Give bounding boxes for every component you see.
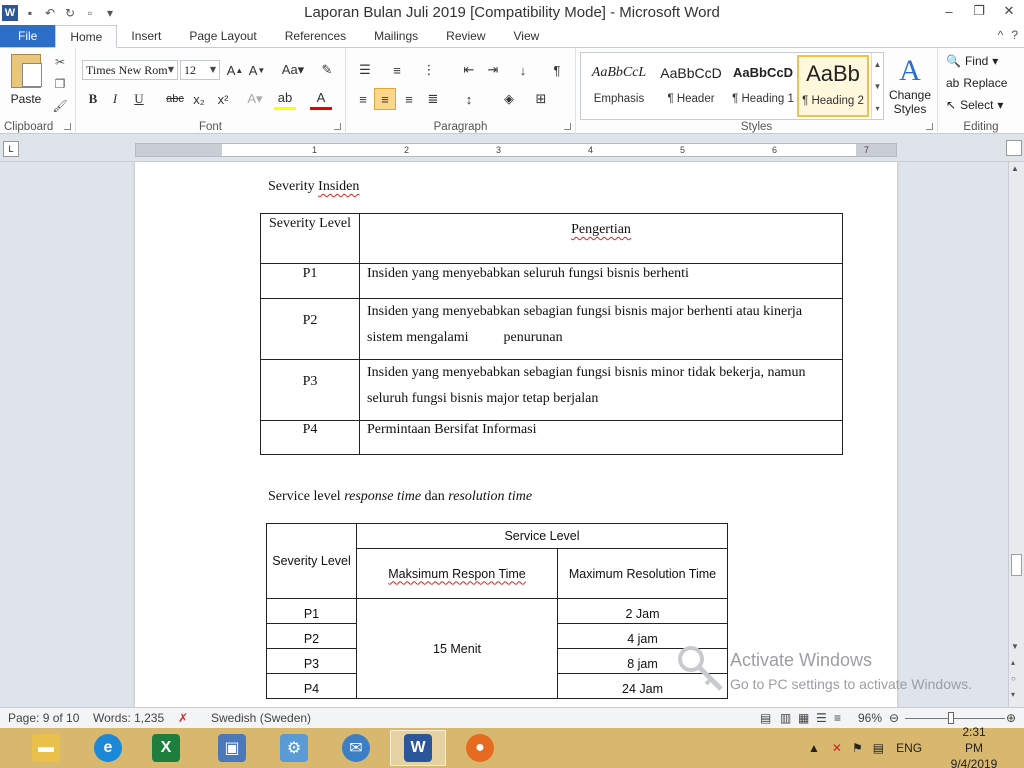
line-spacing-icon[interactable]: ↕ — [465, 91, 473, 107]
mail-icon: ✉ — [342, 734, 370, 762]
font-launcher-icon[interactable] — [334, 123, 341, 130]
desc-cell — [360, 299, 843, 360]
decrease-indent-icon[interactable]: ⇤ — [463, 62, 475, 77]
level-cell: P3 — [261, 360, 360, 421]
zoom-level[interactable]: 96% — [858, 711, 883, 725]
ruler-number: 1 — [312, 145, 318, 155]
ruler-number: 7 — [864, 145, 870, 155]
heading-service-level — [268, 489, 532, 505]
font-size-combo[interactable]: 12 ▼ — [180, 60, 220, 80]
table-row — [261, 264, 843, 299]
clock[interactable] — [950, 725, 998, 768]
network-icon[interactable]: ✕ — [831, 741, 842, 755]
tab-selector-icon[interactable]: L — [3, 141, 19, 157]
find-label: Find — [964, 54, 989, 68]
paste-label: Paste — [10, 92, 42, 106]
ruler-number: 3 — [496, 145, 502, 155]
restore-icon[interactable]: ❐ — [973, 3, 985, 18]
clear-formatting-icon[interactable]: ✎ — [321, 62, 333, 77]
font-label: Font — [198, 121, 222, 133]
internet-explorer-button[interactable] — [80, 730, 136, 766]
style-emphasis[interactable] — [583, 55, 655, 117]
input-language[interactable]: ENG — [896, 741, 923, 755]
show-formatting-icon[interactable]: ¶ — [553, 62, 561, 78]
print-layout-icon[interactable]: ▤ — [760, 711, 772, 725]
level-cell: P2 — [261, 299, 360, 360]
ribbon-tabs — [0, 25, 1024, 48]
clock-time: 2:31 PM — [962, 725, 986, 755]
excel-button[interactable] — [138, 730, 194, 766]
style-sample: AaBbCcD — [660, 65, 722, 81]
page-count[interactable]: Page: 9 of 10 — [8, 711, 80, 725]
word-logo-icon: W — [2, 5, 18, 21]
heading-text: Service level — [268, 489, 345, 504]
file-explorer-button[interactable] — [18, 730, 74, 766]
increase-indent-icon[interactable]: ⇥ — [487, 62, 499, 77]
help-icon[interactable]: ? — [1011, 28, 1018, 42]
new-document-icon[interactable]: ▫ — [87, 5, 93, 20]
underline-button[interactable]: U — [134, 91, 144, 106]
response-value-cell — [357, 599, 558, 699]
heading-text: response time — [344, 489, 422, 504]
replace-button[interactable] — [946, 76, 1007, 90]
close-icon[interactable]: ✕ — [1003, 3, 1015, 18]
control-panel-button[interactable] — [266, 730, 322, 766]
paste-button[interactable] — [6, 52, 46, 112]
table-row — [267, 599, 728, 624]
copy-icon[interactable]: ❐ — [54, 77, 66, 91]
find-icon: 🔍 — [946, 54, 961, 68]
tab-mailings[interactable]: Mailings — [374, 29, 419, 43]
service-level-header: Service Level — [357, 524, 728, 549]
font-color-icon[interactable]: A — [310, 88, 332, 110]
tray-icons — [808, 728, 940, 768]
minimize-ribbon-icon[interactable]: ^ — [997, 28, 1004, 42]
excel-icon: X — [152, 734, 180, 762]
table-header-cell: Severity Level — [261, 214, 360, 264]
save-icon[interactable]: ▪ — [27, 5, 33, 20]
document-page[interactable] — [135, 162, 897, 707]
tab-file[interactable]: File — [0, 25, 55, 47]
status-bar — [0, 707, 1024, 728]
select-label: Select — [960, 98, 994, 112]
title-bar — [0, 0, 1024, 25]
grow-font-icon[interactable]: A ▲ — [226, 62, 244, 78]
control-panel-icon: ⚙ — [280, 734, 308, 762]
watermark-title: Activate Windows — [730, 650, 873, 670]
editing-label: Editing — [963, 121, 999, 133]
level-cell: P4 — [267, 674, 357, 699]
language[interactable]: Swedish (Sweden) — [211, 711, 312, 725]
customize-qat-icon[interactable]: ▾ — [106, 5, 114, 20]
scroll-thumb[interactable] — [1011, 554, 1022, 576]
text-effects-icon[interactable]: A▾ — [247, 91, 263, 106]
tab-review[interactable]: Review — [446, 29, 486, 43]
level-cell: P3 — [267, 649, 357, 674]
tab-insert[interactable]: Insert — [131, 29, 162, 43]
clock-date: 9/4/2019 — [950, 757, 998, 768]
styles-scroll[interactable]: ▲ ▼ ▾ — [871, 53, 883, 119]
justify-icon[interactable]: ≣ — [427, 91, 439, 106]
resolution-cell: 8 jam — [558, 649, 728, 674]
numbering-icon[interactable]: ≡ — [393, 62, 401, 78]
severity-table — [260, 213, 843, 455]
redo-icon[interactable]: ↻ — [64, 5, 76, 20]
superscript-icon[interactable]: x² — [217, 91, 229, 107]
horizontal-ruler[interactable] — [135, 143, 897, 157]
quick-access-toolbar — [0, 0, 118, 25]
previous-page-icon[interactable]: ▴ — [1011, 658, 1016, 667]
level-cell: P1 — [267, 599, 357, 624]
ruler-number: 5 — [680, 145, 686, 155]
internet-explorer-icon: e — [94, 734, 122, 762]
tab-home[interactable]: Home — [55, 25, 117, 48]
table-row — [261, 299, 843, 360]
format-painter-icon[interactable]: 🖌 — [52, 99, 68, 113]
replace-icon: ab — [946, 76, 960, 90]
computer-button[interactable] — [204, 730, 260, 766]
full-screen-icon[interactable]: ▥ — [780, 711, 792, 725]
word-count[interactable]: Words: 1,235 — [93, 711, 165, 725]
font-size-value: 12 — [184, 63, 196, 77]
clipboard-icon — [11, 54, 41, 88]
change-case-icon[interactable]: Aa▾ — [281, 62, 305, 77]
watermark-subtitle: Go to PC settings to activate Windows. — [730, 676, 972, 692]
desc-text: Insiden yang menyebabkan sebagian fungsi bisnis major berhenti atau kinerja sistem mengalami — [367, 304, 803, 345]
firefox-button[interactable] — [452, 730, 508, 766]
resolution-cell: 24 Jam — [558, 674, 728, 699]
table-row — [261, 214, 843, 264]
subscript-icon[interactable]: x₂ — [193, 91, 205, 107]
response-value: 15 Menit — [433, 641, 481, 656]
change-styles-icon: A — [899, 54, 921, 87]
ruler-left-margin — [136, 144, 222, 156]
response-time-header — [357, 549, 558, 599]
document-area — [0, 162, 1008, 707]
borders-icon[interactable]: ⊞ — [535, 91, 547, 106]
style-name: ¶ Heading 2 — [802, 95, 864, 107]
select-button[interactable]: ↖ Select ▾ — [946, 98, 1004, 112]
web-layout-icon[interactable]: ▦ — [798, 711, 810, 725]
taskbar — [0, 725, 1024, 768]
severity-level-header: Severity Level — [267, 524, 357, 599]
italic-button[interactable]: I — [112, 91, 118, 106]
style-header[interactable] — [655, 55, 727, 117]
browse-object-icon[interactable]: ○ — [1011, 674, 1016, 683]
align-center-icon[interactable]: ≡ — [374, 88, 396, 110]
next-page-icon[interactable]: ▾ — [1011, 690, 1016, 699]
ruler-area — [0, 134, 1024, 162]
heading-text: dan — [421, 489, 449, 504]
computer-icon: ▣ — [218, 734, 246, 762]
styles-label: Styles — [740, 121, 773, 133]
desc-cell: Permintaan Bersifat Informasi — [360, 421, 843, 455]
desc-cell: Insiden yang menyebabkan seluruh fungsi bisnis berhenti — [360, 264, 843, 299]
select-icon: ↖ — [946, 98, 957, 112]
change-styles-label: Change Styles — [888, 88, 932, 116]
styles-launcher-icon[interactable] — [926, 123, 933, 130]
volume-icon[interactable]: ▤ — [872, 741, 885, 755]
style-name: Emphasis — [593, 93, 645, 105]
align-right-icon[interactable]: ≡ — [405, 91, 413, 107]
ruler-number: 4 — [588, 145, 594, 155]
minimize-icon[interactable]: – — [945, 3, 953, 19]
bold-button[interactable]: B — [88, 91, 98, 106]
proofing-icon[interactable]: ✗ — [178, 711, 189, 725]
style-heading-2[interactable] — [797, 55, 869, 117]
level-cell: P1 — [261, 264, 360, 299]
table-header-cell — [360, 214, 843, 264]
mail-button[interactable] — [328, 730, 384, 766]
change-styles-button[interactable] — [886, 54, 934, 118]
window-title: Laporan Bulan Juli 2019 [Compatibility Mode] - Microsoft Word — [304, 4, 720, 21]
resolution-time-header: Maximum Resolution Time — [558, 549, 728, 599]
ribbon — [0, 48, 1024, 134]
shading-icon[interactable]: ◈ — [504, 91, 514, 106]
zoom-in-icon[interactable]: ⊕ — [1006, 711, 1017, 725]
vertical-scrollbar[interactable] — [1008, 162, 1024, 707]
find-button[interactable]: 🔍 Find ▾ — [946, 54, 999, 68]
paragraph-group — [346, 48, 576, 134]
shrink-font-icon[interactable]: A ▼ — [248, 62, 266, 78]
cut-icon[interactable]: ✂ — [54, 55, 66, 69]
word-icon: W — [404, 734, 432, 762]
ruler-right-margin — [856, 144, 896, 156]
style-heading-1[interactable] — [727, 55, 799, 117]
style-sample: AaBbCcD — [733, 65, 793, 80]
undo-icon[interactable]: ↶ — [44, 5, 56, 20]
paragraph-label: Paragraph — [433, 121, 488, 133]
word-taskbar-button[interactable] — [390, 730, 446, 766]
style-name: ¶ Header — [667, 93, 715, 105]
show-hidden-icons-icon[interactable]: ▲ — [808, 741, 820, 755]
heading-text: Severity — [268, 179, 319, 194]
font-name-value: Times New Rom — [86, 63, 168, 77]
ruler-number: 2 — [404, 145, 410, 155]
scroll-down-icon[interactable]: ▼ — [1011, 642, 1019, 651]
table-row — [267, 524, 728, 549]
clipboard-label: Clipboard — [4, 121, 54, 133]
resolution-cell: 4 jam — [558, 624, 728, 649]
zoom-slider[interactable] — [905, 718, 1005, 719]
tab-references[interactable]: References — [284, 29, 347, 43]
view-ruler-icon[interactable] — [1006, 140, 1022, 156]
desc-text: penurunan — [503, 330, 563, 345]
scroll-up-icon[interactable]: ▲ — [1011, 164, 1019, 173]
bullets-icon[interactable]: ☰ — [359, 62, 371, 77]
desc-cell: Insiden yang menyebabkan sebagian fungsi bisnis minor tidak bekerja, namun seluruh fungsi bisnis major tetap berjalan — [360, 360, 843, 421]
draft-icon[interactable]: ≡ — [834, 711, 842, 725]
zoom-slider-knob[interactable] — [948, 712, 954, 724]
font-group — [76, 48, 346, 134]
action-center-icon[interactable]: ⚑ — [851, 741, 863, 755]
level-cell: P2 — [267, 624, 357, 649]
highlight-icon[interactable]: ab — [274, 88, 296, 110]
replace-label: Replace — [963, 76, 1008, 90]
header-text: Pengertian — [571, 222, 631, 237]
folder-icon: ▬ — [32, 734, 60, 762]
sort-icon[interactable]: ↓ — [519, 62, 527, 78]
service-level-table — [266, 523, 728, 699]
header-text: Maksimum Respon Time — [388, 566, 526, 581]
style-sample: AaBbCcL — [591, 65, 647, 80]
clipboard-group — [0, 48, 76, 134]
ruler-number: 6 — [772, 145, 778, 155]
table-row — [261, 421, 843, 455]
strikethrough-button[interactable]: abc — [166, 93, 184, 105]
style-name: ¶ Heading 1 — [732, 93, 794, 105]
zoom-out-icon[interactable]: ⊖ — [889, 711, 900, 725]
tab-page-layout[interactable]: Page Layout — [189, 29, 257, 43]
level-cell: P4 — [261, 421, 360, 455]
clipboard-launcher-icon[interactable] — [64, 123, 71, 130]
firefox-icon: ● — [466, 734, 494, 762]
heading-severity-insiden — [268, 179, 359, 195]
heading-text: Insiden — [318, 179, 360, 194]
resolution-cell: 2 Jam — [558, 599, 728, 624]
align-left-icon[interactable]: ≡ — [359, 91, 367, 107]
styles-gallery — [580, 52, 884, 120]
multilevel-list-icon[interactable]: ⋮ — [422, 62, 436, 77]
key-icon — [677, 645, 725, 693]
heading-text: resolution time — [448, 489, 533, 504]
table-row — [261, 360, 843, 421]
font-name-combo[interactable]: Times New Rom ▼ — [82, 60, 178, 80]
tab-view[interactable]: View — [513, 29, 540, 43]
paragraph-launcher-icon[interactable] — [564, 123, 571, 130]
style-sample: AaBb — [806, 61, 860, 86]
outline-icon[interactable]: ☰ — [816, 711, 827, 725]
